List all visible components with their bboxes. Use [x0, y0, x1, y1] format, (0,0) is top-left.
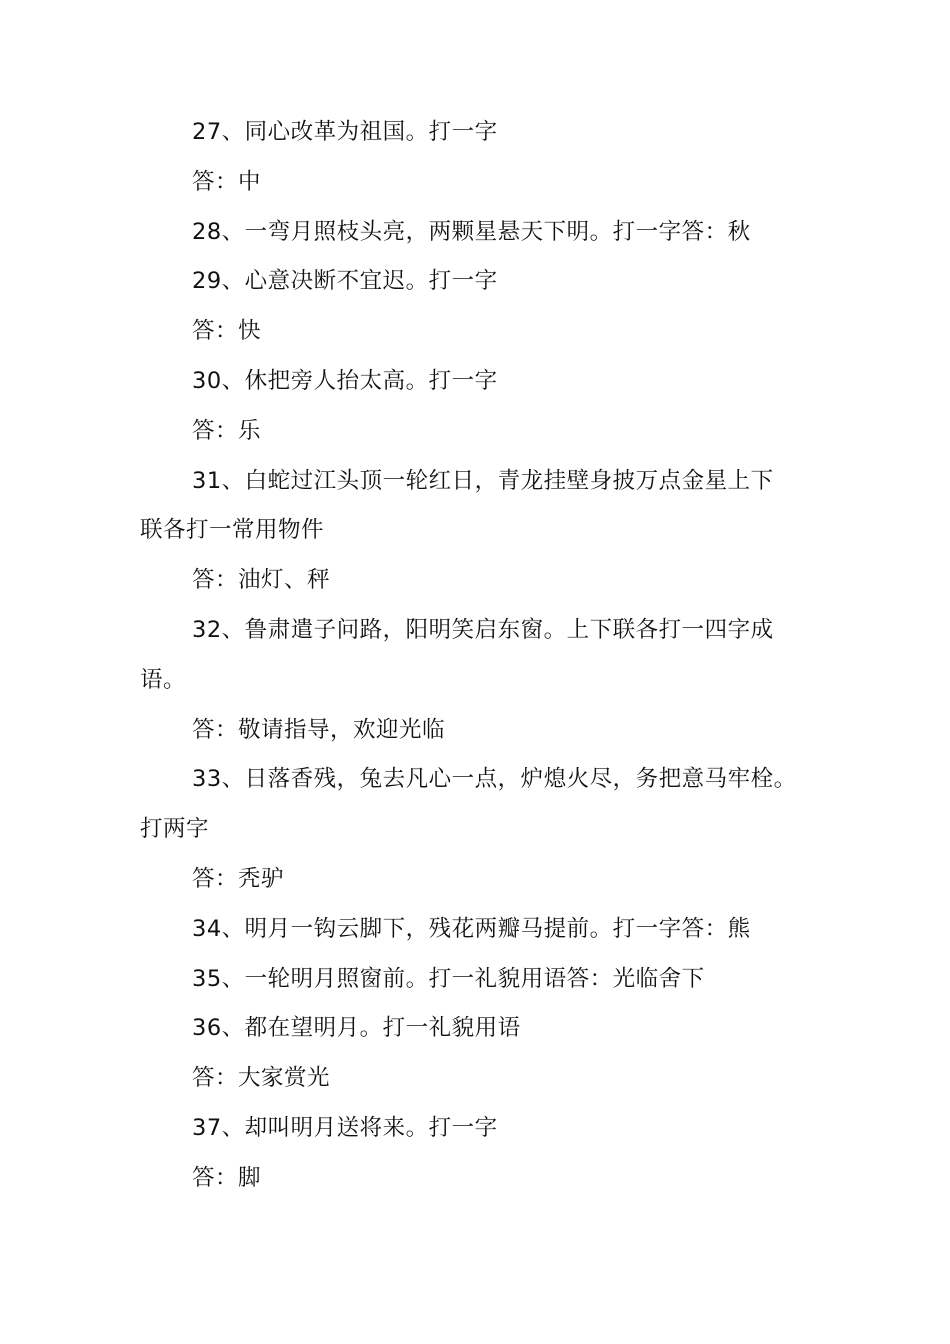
riddle-35-question-answer: 35、一轮明月照窗前。打一礼貌用语答：光临舍下	[192, 965, 705, 992]
riddle-30-question: 30、休把旁人抬太高。打一字	[192, 367, 498, 394]
riddle-27-question: 27、同心改革为祖国。打一字	[192, 119, 498, 145]
riddle-37-answer: 答：脚	[192, 1164, 262, 1191]
riddle-30-answer: 答：乐	[192, 417, 262, 444]
riddle-27-answer: 答：中	[192, 168, 262, 195]
riddle-34-question-answer: 34、明月一钩云脚下，残花两瓣马提前。打一字答：熊	[192, 915, 751, 942]
riddle-28-question-answer: 28、一弯月照枝头亮，两颗星悬天下明。打一字答：秋	[192, 218, 751, 245]
riddle-31-answer: 答：油灯、秤	[192, 567, 331, 594]
riddle-33-question: 33、日落香残，兔去凡心一点，炉熄火尽，务把意马牢栓。	[192, 766, 797, 793]
riddle-31-question: 31、白蛇过江头顶一轮红日，青龙挂壁身披万点金星上下	[192, 467, 774, 494]
riddle-32-question-continued: 语。	[140, 666, 187, 693]
riddle-32-answer: 答：敬请指导，欢迎光临	[192, 716, 446, 743]
riddle-33-question-continued: 打两字	[140, 816, 210, 843]
riddle-37-question: 37、却叫明月送将来。打一字	[192, 1114, 498, 1141]
riddle-36-question: 36、都在望明月。打一礼貌用语	[192, 1015, 521, 1042]
riddle-text-body	[140, 108, 820, 1204]
riddle-33-answer: 答：秃驴	[192, 865, 285, 892]
riddle-29-answer: 答：快	[192, 318, 262, 345]
riddle-31-question-continued: 联各打一常用物件	[140, 517, 325, 544]
riddle-32-question: 32、鲁肃遣子问路，阳明笑启东窗。上下联各打一四字成	[192, 616, 774, 643]
riddle-36-answer: 答：大家赏光	[192, 1065, 331, 1092]
riddle-29-question: 29、心意决断不宜迟。打一字	[192, 268, 498, 295]
